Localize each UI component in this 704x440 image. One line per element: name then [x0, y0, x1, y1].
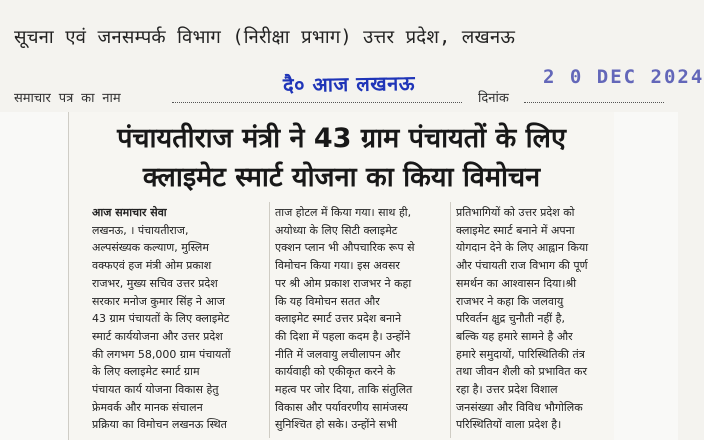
- article-line: विकास और पर्यावरणीय सामंजस्य: [275, 400, 408, 414]
- headline-line-2: क्लाइमेट स्मार्ट योजना का किया विमोचन: [142, 162, 541, 193]
- article-line: बल्कि यह हमारे सामने है और: [456, 329, 573, 343]
- article-line: प्रतिभागियों को उत्तर प्रदेश को: [456, 206, 575, 219]
- date-label: दिनांक: [478, 91, 509, 106]
- article-line: सुनिश्चित हो सके। उन्होंने सभी: [275, 418, 398, 432]
- article-line: वक्फएवं हज मंत्री ओम प्रकाश: [92, 259, 212, 273]
- article-line: आज समाचार सेवा: [92, 206, 167, 219]
- article-line: के लिए क्लाइमेट स्मार्ट ग्राम: [92, 365, 200, 379]
- date-stamp: 2 0 DEC 2024: [543, 66, 704, 88]
- article-line: परिस्थितियों वाला प्रदेश है।: [456, 418, 562, 432]
- article-line: प्रक्रिया का विमोचन लखनऊ स्थित: [92, 418, 227, 432]
- article-line: 43 ग्राम पंचायतों के लिए क्लाइमेट: [92, 312, 230, 326]
- article-line: क्लाइमेट स्मार्ट उत्तर प्रदेश बनाने: [275, 312, 402, 326]
- column-divider: [450, 202, 451, 438]
- article-line: अल्पसंख्यक कल्याण, मुस्लिम: [92, 241, 209, 255]
- article-line: तथा जीवन शैली को प्रभावित कर: [456, 365, 587, 379]
- article-line: पंचायत कार्य योजना विकास हेतु: [92, 383, 219, 397]
- headline-line-1: पंचायतीराज मंत्री ने 43 ग्राम पंचायतों के लिए: [117, 123, 566, 154]
- article-line: की लगभग 58,000 ग्राम पंचायतों: [92, 347, 231, 361]
- article-line: ताज होटल में किया गया। साथ ही,: [275, 206, 412, 219]
- article-line: रहा है। उत्तर प्रदेश विशाल: [456, 383, 558, 397]
- article-line: एक्शन प्लान भी औपचारिक रूप से: [275, 241, 415, 255]
- article-line: समर्थन का आश्वासन दिया।श्री: [456, 276, 577, 290]
- article-column-3: [456, 204, 612, 434]
- date-dotted-line: [524, 102, 664, 103]
- article-line: फ्रेमवर्क और मानक संचालन: [92, 400, 203, 414]
- newspaper-clipping: [68, 112, 614, 440]
- article-line: और पंचायती राज विभाग की पूर्ण: [456, 259, 588, 273]
- article-line: क्लाइमेट स्मार्ट बनाने में अपना: [456, 223, 575, 237]
- scan-margin-left: [0, 112, 68, 440]
- article-line: परिवर्तन क्षुद्र चुनौती नहीं है,: [456, 312, 565, 326]
- article-line: नीति में जलवायु लचीलापन और: [275, 347, 401, 361]
- newspaper-form-row: [0, 66, 704, 112]
- article-line: महत्व पर जोर दिया, ताकि संतुलित: [275, 383, 413, 397]
- newspaper-name-stamp: दै० आज लखनऊ: [282, 70, 416, 98]
- article-line: राजभर, मुख्य सचिव उत्तर प्रदेश: [92, 276, 218, 290]
- article-column-2: [275, 204, 445, 434]
- department-header: सूचना एवं जनसम्पर्क विभाग (निरीक्षा प्रभाग) उत्तर प्रदेश, लखनऊ: [14, 27, 516, 48]
- article-line: राजभर ने कहा कि जलवायु: [456, 294, 564, 308]
- article-line: कि यह विमोचन सतत और: [275, 294, 380, 308]
- article-column-1: [92, 204, 264, 434]
- scan-margin-right: [613, 112, 678, 440]
- newspaper-name-dotted-line: [172, 102, 462, 103]
- article-line: लखनऊ, । पंचायतीराज,: [92, 223, 189, 237]
- article-line: अयोध्या के लिए सिटी क्लाइमेट: [275, 223, 398, 237]
- article-line: जनसंख्या और विविध भौगोलिक: [456, 400, 583, 414]
- article-line: पर श्री ओम प्रकाश राजभर ने कहा: [275, 276, 412, 290]
- article-line: हमारे समुदायों, पारिस्थितिकी तंत्र: [456, 347, 585, 361]
- article-line: विमोचन किया गया। इस अवसर: [275, 259, 400, 273]
- article-line: स्मार्ट कार्ययोजना और उत्तर प्रदेश: [92, 329, 223, 343]
- article-line: योगदान देने के लिए आह्वान किया: [456, 241, 589, 255]
- article-line: सरकार मनोज कुमार सिंह ने आज: [92, 294, 225, 308]
- article-line: कार्यवाही को एकीकृत करने के: [275, 365, 396, 379]
- column-divider: [269, 202, 270, 438]
- newspaper-name-label: समाचार पत्र का नाम: [14, 91, 121, 106]
- article-line: की दिशा में पहला कदम है। उन्होंने: [275, 329, 411, 343]
